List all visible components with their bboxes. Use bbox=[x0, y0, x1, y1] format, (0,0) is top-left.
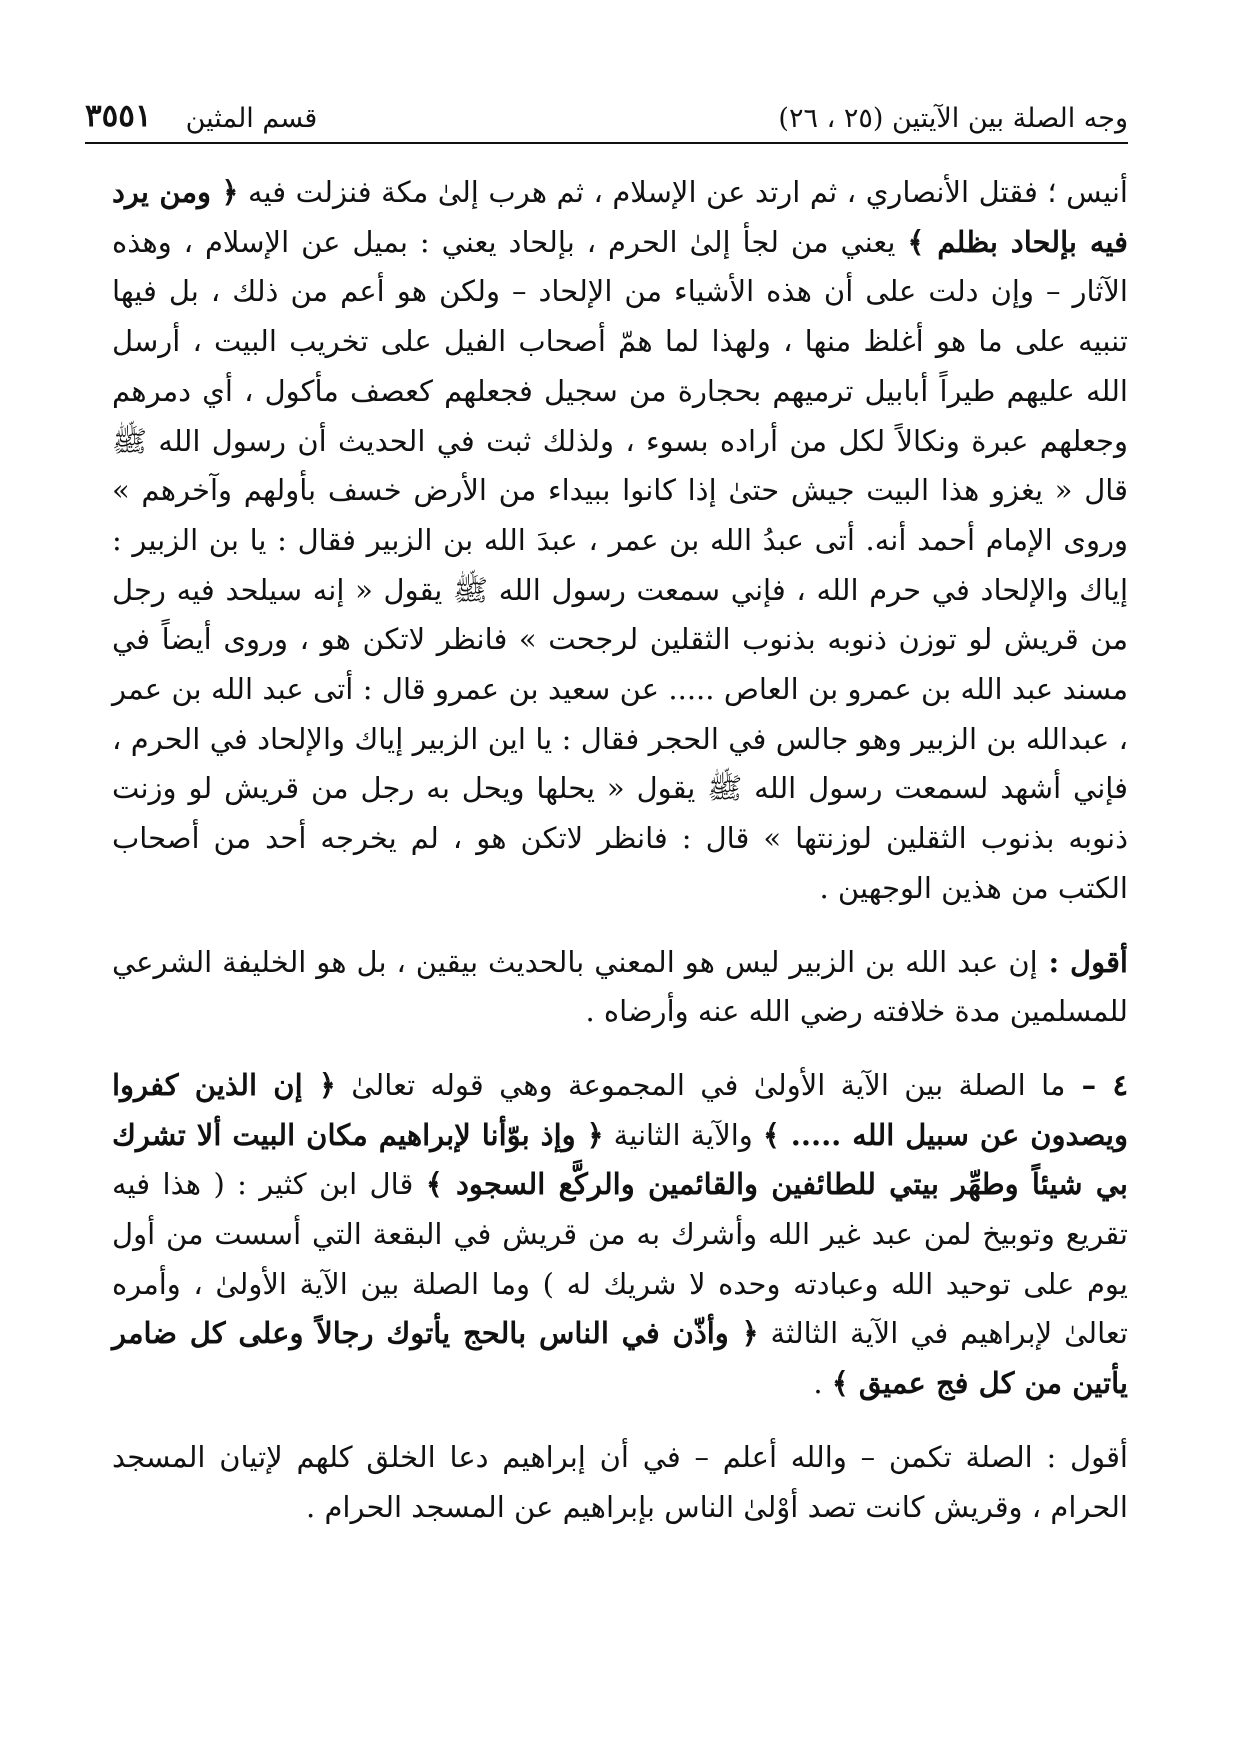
text-segment: يعني من لجأ إلىٰ الحرم ، بإلحاد يعني : بميل عن الإسلام ، وهذه الآثار – وإن دلت على أن هذه الأشياء من الإلحاد – ولكن هو أعم من ذلك ، بل فيها تنبيه على ما هو أغلظ منها ، ولهذا لما همّ أصحاب الفيل على تخريب البيت ، أرسل الله عليهم طيراً أبابيل ترميهم بحجارة من سجيل فجعلهم كعصف مأكول ، أي دمرهم وجعلهم عبرة ونكالاً لكل من أراده بسوء ، ولذلك ثبت في الحديث أن رسول الله ﷺ قال « يغزو هذا البيت جيش حتىٰ إذا كانوا ببيداء من الأرض خسف بأولهم وآخرهم » وروى الإمام أحمد أنه. أتى عبدُ الله بن عمر ، عبدَ الله بن الزبير فقال : يا بن الزبير : إياك والإلحاد في حرم الله ، فإني سمعت رسول الله ﷺ يقول « إنه سيلحد فيه رجل من قريش لو توزن ذنوبه بذنوب الثقلين لرجحت » فانظر لاتكن هو ، وروى أيضاً في مسند عبد الله بن عمرو بن العاص ..... عن سعيد بن عمرو قال : أتى عبد الله بن عمر ، عبدالله بن الزبير وهو جالس في الحجر فقال : يا اين الزبير إياك والإلحاد في الحرم ، فإني أشهد لسمعت رسول الله ﷺ يقول « يحلها ويحل به رجل من قريش لو وزنت ذنوبه بذنوب الثقلين لوزنتها » قال : فانظر لاتكن هو ، لم يخرجه أحد من أصحاب الكتب من هذين الوجهين . bbox=[112, 224, 1128, 905]
running-header bbox=[85, 88, 1128, 144]
header-left-group bbox=[85, 98, 317, 134]
bold-text-segment: ﴿ إن الذين كفروا ويصدون عن سبيل الله ..... ﴾ bbox=[112, 1067, 1128, 1152]
text-segment: قال ابن كثير : ( هذا فيه تقريع وتوبيخ لمن عبد غير الله وأشرك به من قريش في البقعة التي أسست من أول يوم على توحيد الله وعبادته وحده لا شريك له ) وما الصلة بين الآية الأولىٰ ، وأمره تعالىٰ لإبراهيم في الآية الثالثة bbox=[112, 1167, 1128, 1351]
body-text bbox=[112, 168, 1128, 1532]
text-segment: أقول : الصلة تكمن – والله أعلم – في أن إبراهيم دعا الخلق كلهم لإتيان المسجد الحرام ، وقريش كانت تصد أوْلىٰ الناس بإبراهيم عن المسجد الحرام . bbox=[112, 1439, 1128, 1524]
text-segment: أنيس ؛ فقتل الأنصاري ، ثم ارتد عن الإسلام ، ثم هرب إلىٰ مكة فنزلت فيه bbox=[238, 175, 1128, 209]
section-name: قسم المثين bbox=[185, 103, 318, 134]
text-segment: . bbox=[813, 1366, 832, 1401]
paragraph bbox=[112, 1433, 1128, 1532]
page-number: ٣٥٥١ bbox=[85, 98, 152, 134]
paragraph bbox=[112, 168, 1128, 914]
bold-text-segment: ٤ – bbox=[1065, 1067, 1129, 1102]
text-segment: ما الصلة بين الآية الأولىٰ في المجموعة وهي قوله تعالىٰ bbox=[335, 1067, 1066, 1102]
paragraph bbox=[112, 938, 1128, 1037]
running-title: وجه الصلة بين الآيتين (٢٥ ، ٢٦) bbox=[778, 103, 1128, 134]
text-segment: والآية الثانية bbox=[603, 1117, 763, 1152]
bold-text-segment: ﴿ وأذّن في الناس بالحج يأتوك رجالاً وعلى كل ضامر يأتين من كل فج عميق ﴾ bbox=[112, 1316, 1128, 1401]
bold-text-segment: ﴿ وإذ بوّأنا لإبراهيم مكان البيت ألا تشرك بي شيئاً وطهِّر بيتي للطائفين والقائمين والركَّع السجود ﴾ bbox=[112, 1117, 1128, 1202]
text-segment: إن عبد الله بن الزبير ليس هو المعني بالحديث بيقين ، بل هو الخليفة الشرعي للمسلمين مدة خلافته رضي الله عنه وأرضاه . bbox=[112, 944, 1128, 1029]
bold-text-segment: ﴿ ومن يرد فيه بإلحاد بظلم ﴾ bbox=[112, 175, 1128, 259]
bold-text-segment: أقول : bbox=[1037, 944, 1128, 979]
paragraph bbox=[112, 1061, 1128, 1409]
